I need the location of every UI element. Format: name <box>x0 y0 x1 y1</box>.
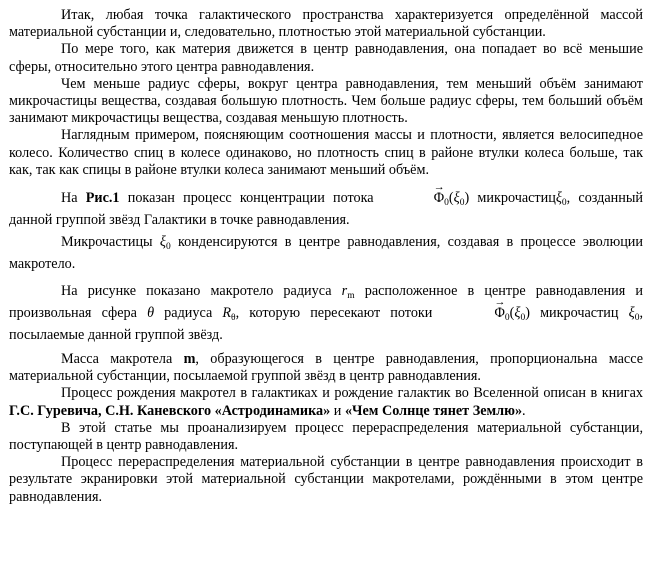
paragraph-1: Итак, любая точка галактического пространства характеризуется определённой массой материальной субстанции и, следовательно, плотностью этой материальной субстанции. <box>9 7 643 41</box>
flux-formula: → $\Phi_0(\xi_0)$ <box>382 190 469 206</box>
flux-formula: → $\Phi_0(\xi_0)$ <box>443 305 530 321</box>
paragraph-10: В этой статье мы проанализируем процесс перераспределения материальной субстанции, поступающей в центр равнодавления. <box>9 419 643 454</box>
xi-formula: $\xi_0$ <box>628 305 640 324</box>
p7-text-e: микрочастиц <box>529 305 629 322</box>
p7-text-b: расположенное в центре равнодавления и произвольная сфера <box>9 283 643 322</box>
p5-text-c: микрочастиц <box>469 190 556 207</box>
p7-text-a: На рисунке показано макротело радиуса <box>61 283 342 300</box>
figure-reference: Рис.1 <box>85 190 120 207</box>
paragraph-11: Процесс перераспределения материальной субстанции в центре равнодавления происходит в результате экранировки этой материальной субстанции макротелами, рождёнными в этом центре равнодавления. <box>9 454 643 505</box>
xi-formula: $\xi_0$ <box>159 234 171 253</box>
flux-vector-symbol: → Φ <box>382 187 444 209</box>
p7-text-f: , посылаемые данной группой звёзд. <box>9 305 643 344</box>
xi-formula: $\xi_0$ <box>555 190 567 209</box>
p5-text-a: На <box>61 190 86 207</box>
paragraph-6 <box>9 231 643 275</box>
paragraph-3: Чем меньше радиус сферы, вокруг центра равнодавления, тем меньший объём занимают микрочастицы вещества, создавая большую плотность. Чем больше радиус сферы, тем больший объём занимают микрочастицы вещества, создавая меньшую плотность. <box>9 75 643 127</box>
flux-subscript: 0 <box>444 198 449 209</box>
book-reference-2: «Чем Солнце тянет Землю» <box>344 402 523 419</box>
xi-symbol: ξ <box>453 190 460 207</box>
theta-symbol: θ <box>147 305 155 322</box>
paragraph-7 <box>9 280 643 346</box>
radius-formula: $r_m$ <box>341 283 355 302</box>
paragraph-4: Наглядным примером, поясняющим соотношения массы и плотности, является велосипедное колесо. Количество спиц в колесе одинаково, но плотность спиц в районе втулки колеса больше, так как, так как спицы в районе втулки колеса занимают меньший объём. <box>9 127 643 178</box>
p7-text-c: радиуса <box>154 305 223 322</box>
p7-text-d: , которую пересекают потоки <box>235 305 443 322</box>
p6-text-a: Микрочастицы <box>61 234 160 251</box>
p6-text-b: конденсируются в центре равнодавления, создавая в процессе эволюции макротело. <box>9 234 643 273</box>
paragraph-5 <box>9 187 643 231</box>
mass-symbol: m <box>183 351 196 368</box>
book-reference-1: Г.С. Гуревича, С.Н. Каневского «Астродинамика» <box>9 402 331 419</box>
p5-text-d: , созданный данной группой звёзд Галактики в точке равнодавления. <box>9 190 643 229</box>
paragraph-8: Масса макротела m, образующегося в центре равнодавления, пропорциональна массе материальной субстанции, посылаемой группой звёзд в центр равнодавления. <box>9 351 643 385</box>
p5-text-b: показан процесс концентрации потока <box>119 190 382 207</box>
sphere-radius-formula: $R_\theta$ <box>222 305 236 324</box>
paragraph-2: По мере того, как материя движется в центр равнодавления, она попадает во всё меньшие сферы, относительно этого центра равнодавления. <box>9 41 643 75</box>
paragraph-9: Процесс рождения макротел в галактиках и рождение галактик во Вселенной описан в книгах Г.С. Гуревича, С.Н. Каневского «Астродинамика» и «Чем Солнце тянет Землю». <box>9 385 643 419</box>
